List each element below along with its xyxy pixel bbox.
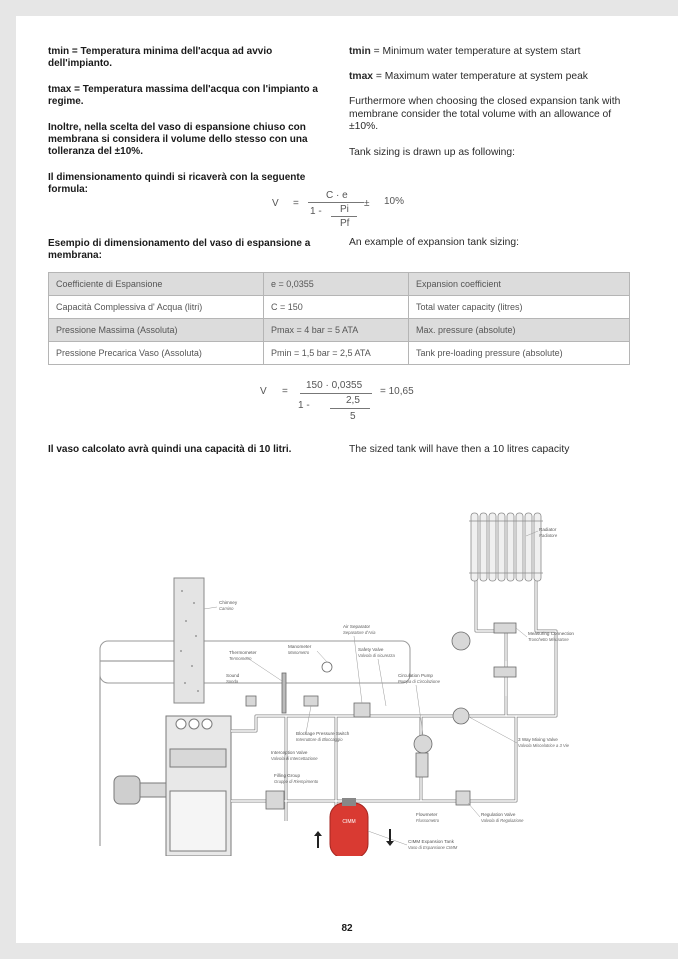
sizing-intro-en: Tank sizing is drawn up as following: <box>349 147 515 158</box>
calc-inner-numerator: 2,5 <box>346 395 360 406</box>
conclusion-en: The sized tank will have then a 10 litres capacity <box>349 444 570 455</box>
formula-fraction-line <box>308 202 364 203</box>
calc-numerator: 150 · 0,0355 <box>306 380 363 391</box>
radiator <box>469 513 543 581</box>
svg-text:Camino: Camino <box>219 606 234 611</box>
svg-text:Manometro: Manometro <box>288 650 310 655</box>
formula-plus-minus: ± <box>364 198 370 209</box>
label-chimney: Chimney <box>219 600 238 605</box>
svg-text:Termometro: Termometro <box>229 656 252 661</box>
tmin-definition-en: tmin = Minimum water temperature at system start <box>349 46 581 57</box>
calc-inner-fraction-line <box>330 408 370 409</box>
label-measuring-connection: Measuring Connection <box>528 631 574 636</box>
circulation-pump <box>414 735 432 753</box>
svg-text:Valvola di Regolazione: Valvola di Regolazione <box>481 818 524 823</box>
three-way-mixing-valve <box>453 708 469 724</box>
svg-text:Radiatore: Radiatore <box>539 533 558 538</box>
sound-probe <box>246 696 256 706</box>
label-leaders <box>204 531 538 845</box>
label-thermometer: Thermometer <box>229 650 257 655</box>
svg-text:Separatore d'Aria: Separatore d'Aria <box>343 630 376 635</box>
thermometer <box>282 673 286 713</box>
svg-text:Vaso di Espansione CIMM: Vaso di Espansione CIMM <box>408 845 458 850</box>
blockage-pressure-switch <box>304 696 318 706</box>
cimm-expansion-tank <box>330 798 368 856</box>
label-filling-group: Filling Group <box>274 773 301 778</box>
label-flowmeter: Flowmeter <box>416 812 438 817</box>
flowmeter <box>416 753 428 777</box>
chimney <box>174 578 204 703</box>
conclusion-it: Il vaso calcolato avrà quindi una capacità di 10 litri. <box>48 444 292 455</box>
label-interception-valve: Interception Valve <box>271 750 308 755</box>
tmax-definition-it: tmax = Temperatura massima dell'acqua con l'impianto a regime. <box>48 84 318 107</box>
vessel-note-en: Furthermore when choosing the closed expansion tank with membrane consider the total volume with an allowance of ±10%. <box>349 96 621 132</box>
formula-pf: Pf <box>340 218 350 229</box>
regulation-valve <box>456 791 470 805</box>
example-title-it: Esempio di dimensionamento del vaso di espansione a membrana: <box>48 238 311 261</box>
calc-fraction-line <box>300 393 372 394</box>
svg-text:Pompa di Circolazione: Pompa di Circolazione <box>398 679 440 684</box>
svg-text:Flussometro: Flussometro <box>416 818 440 823</box>
svg-text:CIMM: CIMM <box>342 819 356 825</box>
tmax-definition-en: tmax = Maximum water temperature at system peak <box>349 71 588 82</box>
circulation-pump-upper <box>452 632 470 650</box>
document-page <box>16 16 678 943</box>
sizing-intro-it: Il dimensionamento quindi si ricaverà con la seguente formula: <box>48 172 306 195</box>
table-row: Pressione Precarica Vaso (Assoluta) Pmin = 1,5 bar = 2,5 ATA Tank pre-loading pressure (absolute) <box>49 342 630 365</box>
sizing-formula <box>266 192 416 232</box>
label-expansion-tank: CIMM Expansion Tank <box>408 839 454 844</box>
manometer <box>322 662 332 672</box>
air-separator <box>354 703 370 717</box>
calc-result: = 10,65 <box>380 386 414 397</box>
table-row: Pressione Massima (Assoluta) Pmax = 4 bar = 5 ATA Max. pressure (absolute) <box>49 319 630 342</box>
table-row: Coefficiente di Espansione e = 0,0355 Expansion coefficient <box>49 273 630 296</box>
page-number: 82 <box>341 923 353 934</box>
label-sound: Sound <box>226 673 240 678</box>
formula-equals: = <box>293 198 299 209</box>
formula-tolerance: 10% <box>384 196 405 207</box>
table-row: Capacità Complessiva d' Acqua (litri) C = 150 Total water capacity (litres) <box>49 296 630 319</box>
boiler <box>114 716 231 856</box>
svg-text:Valvola di Intercettazione: Valvola di Intercettazione <box>271 756 318 761</box>
formula-inner-fraction-line <box>331 216 357 217</box>
formula-denominator-prefix: 1 - <box>310 206 322 217</box>
label-radiator: Radiator <box>539 527 557 532</box>
svg-text:Interruttore di Bloccaggio: Interruttore di Bloccaggio <box>296 737 343 742</box>
calc-inner-denominator: 5 <box>350 411 356 422</box>
heating-system-diagram <box>86 491 626 856</box>
example-title-en: An example of expansion tank sizing: <box>349 237 519 248</box>
label-three-way-valve: 3 Way Mixing Valve <box>518 737 558 742</box>
svg-text:Valvola di sicurezza: Valvola di sicurezza <box>358 653 395 658</box>
tmin-definition-it: tmin = Temperatura minima dell'acqua ad avvio dell'impianto. <box>48 46 273 69</box>
measuring-connection-lower <box>494 667 516 677</box>
label-manometer: Manometer <box>288 644 312 649</box>
calc-lhs: V <box>260 386 267 397</box>
label-safety-valve: Safety Valve <box>358 647 384 652</box>
label-regulation-valve: Regulation Valve <box>481 812 516 817</box>
svg-text:Tronchetto Misuratore: Tronchetto Misuratore <box>528 637 569 642</box>
label-circulation-pump: Circulation Pump <box>398 673 433 678</box>
vessel-note-it: Inoltre, nella scelta del vaso di espansione chiuso con membrana si considera il volume dello stesso con una tolleranza del ±10%. <box>48 122 308 157</box>
formula-pi: Pi <box>340 204 349 215</box>
sizing-calculation <box>256 380 426 425</box>
formula-lhs: V <box>272 198 279 209</box>
label-air-separator: Air Separator <box>343 624 371 629</box>
calc-equals: = <box>282 386 288 397</box>
label-blockage-pressure-switch: Blockage Pressure Switch <box>296 731 350 736</box>
formula-numerator: C · e <box>326 190 348 201</box>
filling-group <box>266 791 284 809</box>
calc-denominator-prefix: 1 - <box>298 400 310 411</box>
svg-text:Gruppo di Riempimento: Gruppo di Riempimento <box>274 779 319 784</box>
pipe-network <box>231 561 556 831</box>
sizing-data-table <box>48 272 630 365</box>
svg-text:Sonda: Sonda <box>226 679 239 684</box>
measuring-connection <box>494 623 516 633</box>
svg-text:Valvola Miscelatrice a 3 Vie: Valvola Miscelatrice a 3 Vie <box>518 743 569 748</box>
